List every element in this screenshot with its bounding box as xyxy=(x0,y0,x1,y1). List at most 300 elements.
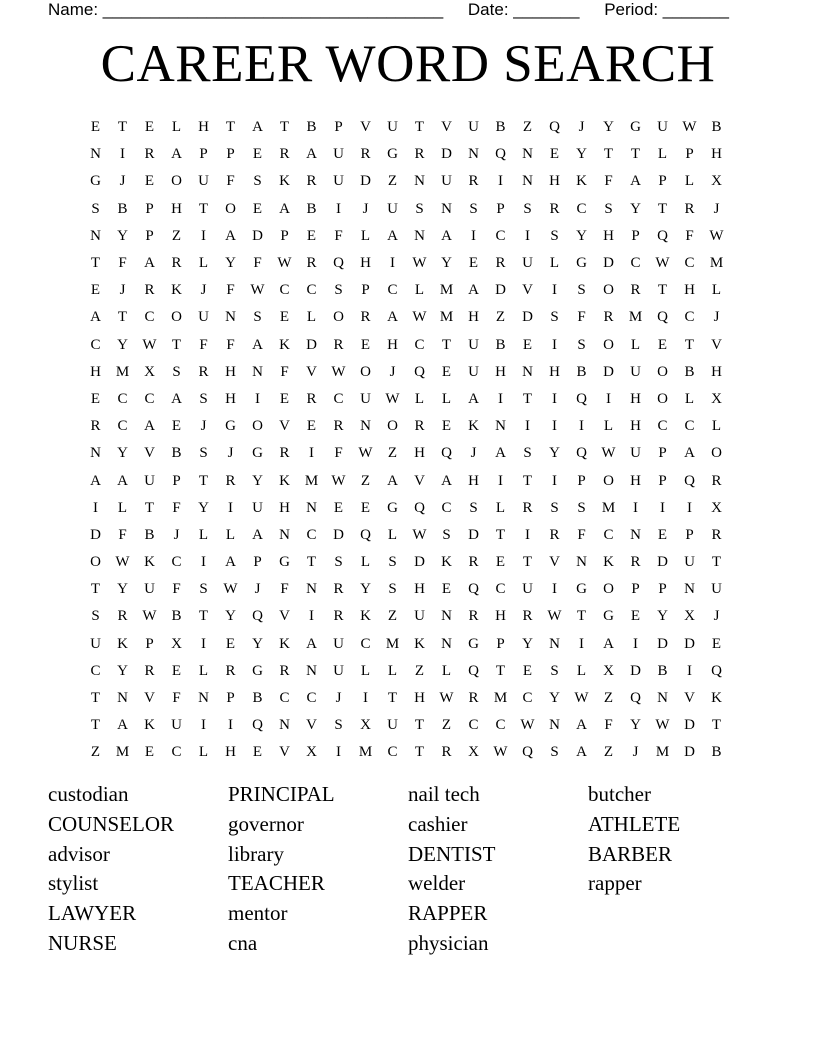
grid-letter[interactable]: Y xyxy=(225,255,236,272)
grid-letter[interactable]: E xyxy=(90,390,101,407)
grid-letter[interactable]: B xyxy=(144,526,155,543)
grid-letter[interactable]: K xyxy=(117,635,128,652)
grid-letter[interactable]: N xyxy=(279,717,290,734)
grid-letter[interactable]: J xyxy=(362,200,369,217)
grid-letter[interactable]: U xyxy=(333,662,344,679)
grid-letter[interactable]: W xyxy=(385,390,400,407)
grid-letter[interactable]: N xyxy=(549,635,560,652)
grid-letter[interactable]: M xyxy=(601,499,616,516)
grid-letter[interactable]: V xyxy=(522,282,533,299)
grid-letter[interactable]: K xyxy=(279,173,290,190)
grid-letter[interactable]: C xyxy=(684,255,695,272)
grid-letter[interactable]: S xyxy=(550,499,559,516)
grid-letter[interactable]: F xyxy=(253,255,262,272)
grid-letter[interactable]: Q xyxy=(252,717,263,734)
grid-letter[interactable]: I xyxy=(552,418,557,435)
grid-letter[interactable]: G xyxy=(252,662,263,679)
grid-letter[interactable]: I xyxy=(498,472,503,489)
grid-letter[interactable]: E xyxy=(549,146,560,163)
grid-letter[interactable]: J xyxy=(389,363,396,380)
grid-letter[interactable]: U xyxy=(414,608,425,625)
grid-letter[interactable]: S xyxy=(334,554,343,571)
grid-letter[interactable]: R xyxy=(630,282,641,299)
grid-letter[interactable]: K xyxy=(171,282,182,299)
grid-letter[interactable]: I xyxy=(579,635,584,652)
grid-letter[interactable]: F xyxy=(280,581,289,598)
grid-letter[interactable]: X xyxy=(306,744,317,761)
grid-letter[interactable]: V xyxy=(684,690,695,707)
grid-letter[interactable]: M xyxy=(439,282,454,299)
grid-letter[interactable]: D xyxy=(441,146,452,163)
grid-letter[interactable]: U xyxy=(468,363,479,380)
grid-letter[interactable]: T xyxy=(576,608,587,625)
grid-letter[interactable]: A xyxy=(90,472,101,489)
grid-letter[interactable]: E xyxy=(522,662,533,679)
grid-letter[interactable]: L xyxy=(360,662,371,679)
grid-letter[interactable]: R xyxy=(90,418,101,435)
grid-letter[interactable]: R xyxy=(522,499,533,516)
grid-letter[interactable]: U xyxy=(657,119,668,136)
grid-letter[interactable]: B xyxy=(171,608,182,625)
grid-letter[interactable]: T xyxy=(414,744,425,761)
grid-letter[interactable]: T xyxy=(630,146,641,163)
grid-letter[interactable]: H xyxy=(468,472,479,489)
grid-letter[interactable]: I xyxy=(363,690,368,707)
grid-letter[interactable]: Q xyxy=(468,662,479,679)
grid-letter[interactable]: J xyxy=(632,744,639,761)
grid-letter[interactable]: W xyxy=(250,282,265,299)
grid-letter[interactable]: P xyxy=(226,146,235,163)
grid-letter[interactable]: A xyxy=(306,146,317,163)
grid-letter[interactable]: P xyxy=(577,472,586,489)
grid-letter[interactable]: K xyxy=(711,690,722,707)
grid-letter[interactable]: A xyxy=(387,227,398,244)
grid-letter[interactable]: J xyxy=(173,526,180,543)
grid-letter[interactable]: N xyxy=(657,690,668,707)
grid-letter[interactable]: T xyxy=(657,200,668,217)
grid-letter[interactable]: A xyxy=(252,526,263,543)
grid-letter[interactable]: N xyxy=(90,445,101,462)
grid-letter[interactable]: L xyxy=(603,418,614,435)
grid-letter[interactable]: I xyxy=(498,173,503,190)
grid-letter[interactable]: W xyxy=(412,526,427,543)
grid-letter[interactable]: R xyxy=(684,200,695,217)
grid-letter[interactable]: X xyxy=(360,717,371,734)
grid-letter[interactable]: C xyxy=(576,200,587,217)
grid-letter[interactable]: C xyxy=(279,690,290,707)
grid-letter[interactable]: R xyxy=(306,173,317,190)
grid-letter[interactable]: Q xyxy=(522,744,533,761)
grid-letter[interactable]: E xyxy=(711,635,722,652)
grid-letter[interactable]: C xyxy=(657,418,668,435)
grid-letter[interactable]: R xyxy=(414,146,425,163)
grid-letter[interactable]: L xyxy=(198,526,209,543)
grid-letter[interactable]: M xyxy=(304,472,319,489)
grid-letter[interactable]: U xyxy=(333,635,344,652)
grid-letter[interactable]: V xyxy=(306,717,317,734)
grid-letter[interactable]: K xyxy=(441,554,452,571)
grid-letter[interactable]: D xyxy=(90,526,101,543)
grid-letter[interactable]: B xyxy=(495,336,506,353)
grid-letter[interactable]: F xyxy=(226,282,235,299)
grid-letter[interactable]: S xyxy=(469,499,478,516)
grid-letter[interactable]: I xyxy=(201,635,206,652)
grid-letter[interactable]: E xyxy=(90,119,101,136)
grid-letter[interactable]: C xyxy=(90,662,101,679)
grid-letter[interactable]: T xyxy=(90,255,101,272)
grid-letter[interactable]: A xyxy=(387,309,398,326)
grid-letter[interactable]: B xyxy=(252,690,263,707)
grid-letter[interactable]: P xyxy=(631,581,640,598)
grid-letter[interactable]: A xyxy=(495,445,506,462)
grid-letter[interactable]: Q xyxy=(711,662,722,679)
grid-letter[interactable]: K xyxy=(279,635,290,652)
grid-letter[interactable]: H xyxy=(225,744,236,761)
grid-letter[interactable]: N xyxy=(306,662,317,679)
grid-letter[interactable]: P xyxy=(145,227,154,244)
grid-letter[interactable]: N xyxy=(684,581,695,598)
grid-letter[interactable]: T xyxy=(198,200,209,217)
grid-letter[interactable]: R xyxy=(279,146,290,163)
grid-letter[interactable]: W xyxy=(277,255,292,272)
grid-letter[interactable]: Y xyxy=(549,445,560,462)
grid-letter[interactable]: Y xyxy=(117,662,128,679)
grid-letter[interactable]: R xyxy=(279,662,290,679)
grid-letter[interactable]: I xyxy=(633,499,638,516)
grid-letter[interactable]: W xyxy=(655,255,670,272)
grid-letter[interactable]: R xyxy=(468,690,479,707)
grid-letter[interactable]: H xyxy=(414,690,425,707)
grid-letter[interactable]: R xyxy=(522,608,533,625)
grid-letter[interactable]: N xyxy=(549,717,560,734)
grid-letter[interactable]: I xyxy=(552,472,557,489)
grid-letter[interactable]: F xyxy=(172,690,181,707)
grid-letter[interactable]: C xyxy=(144,309,155,326)
grid-letter[interactable]: I xyxy=(309,445,314,462)
grid-letter[interactable]: G xyxy=(387,146,398,163)
grid-letter[interactable]: W xyxy=(709,227,724,244)
grid-letter[interactable]: N xyxy=(522,146,533,163)
grid-letter[interactable]: D xyxy=(360,173,371,190)
grid-letter[interactable]: A xyxy=(603,635,614,652)
grid-letter[interactable]: W xyxy=(115,554,130,571)
grid-letter[interactable]: S xyxy=(577,282,586,299)
grid-letter[interactable]: A xyxy=(441,472,452,489)
grid-letter[interactable]: A xyxy=(387,472,398,489)
grid-letter[interactable]: N xyxy=(279,526,290,543)
grid-letter[interactable]: F xyxy=(172,581,181,598)
grid-letter[interactable]: Z xyxy=(603,744,614,761)
grid-letter[interactable]: W xyxy=(655,717,670,734)
grid-letter[interactable]: V xyxy=(279,418,290,435)
grid-letter[interactable]: U xyxy=(684,554,695,571)
grid-letter[interactable]: N xyxy=(90,227,101,244)
grid-letter[interactable]: Y xyxy=(630,717,641,734)
grid-letter[interactable]: T xyxy=(171,336,182,353)
grid-letter[interactable]: L xyxy=(225,526,236,543)
grid-letter[interactable]: O xyxy=(657,390,668,407)
grid-letter[interactable]: U xyxy=(144,581,155,598)
grid-letter[interactable]: A xyxy=(252,336,263,353)
grid-letter[interactable]: L xyxy=(117,499,128,516)
grid-letter[interactable]: S xyxy=(604,200,613,217)
grid-letter[interactable]: L xyxy=(549,255,560,272)
grid-letter[interactable]: J xyxy=(713,200,720,217)
grid-letter[interactable]: I xyxy=(120,146,125,163)
grid-letter[interactable]: U xyxy=(711,581,722,598)
grid-letter[interactable]: E xyxy=(441,581,452,598)
grid-letter[interactable]: K xyxy=(603,554,614,571)
grid-letter[interactable]: M xyxy=(115,363,130,380)
grid-letter[interactable]: Y xyxy=(549,690,560,707)
grid-letter[interactable]: J xyxy=(119,282,126,299)
grid-letter[interactable]: C xyxy=(144,390,155,407)
grid-letter[interactable]: L xyxy=(387,526,398,543)
grid-letter[interactable]: D xyxy=(468,526,479,543)
grid-letter[interactable]: W xyxy=(331,363,346,380)
grid-letter[interactable]: T xyxy=(495,662,506,679)
grid-letter[interactable]: W xyxy=(493,744,508,761)
grid-letter[interactable]: Y xyxy=(441,255,452,272)
grid-letter[interactable]: U xyxy=(522,581,533,598)
grid-letter[interactable]: F xyxy=(334,227,343,244)
grid-letter[interactable]: Y xyxy=(198,499,209,516)
grid-letter[interactable]: Q xyxy=(441,445,452,462)
grid-letter[interactable]: J xyxy=(119,173,126,190)
grid-letter[interactable]: F xyxy=(577,309,586,326)
grid-letter[interactable]: U xyxy=(630,363,641,380)
grid-letter[interactable]: U xyxy=(333,173,344,190)
grid-letter[interactable]: B xyxy=(711,119,722,136)
grid-letter[interactable]: Q xyxy=(468,581,479,598)
grid-letter[interactable]: X xyxy=(603,662,614,679)
grid-letter[interactable]: T xyxy=(657,282,668,299)
grid-letter[interactable]: Z xyxy=(387,173,398,190)
grid-letter[interactable]: F xyxy=(118,255,127,272)
grid-letter[interactable]: U xyxy=(144,472,155,489)
grid-letter[interactable]: K xyxy=(414,635,425,652)
grid-letter[interactable]: N xyxy=(522,363,533,380)
grid-letter[interactable]: H xyxy=(495,608,506,625)
grid-letter[interactable]: O xyxy=(225,200,236,217)
grid-letter[interactable]: S xyxy=(199,390,208,407)
grid-letter[interactable]: O xyxy=(603,336,614,353)
grid-letter[interactable]: W xyxy=(412,309,427,326)
grid-letter[interactable]: Z xyxy=(387,445,398,462)
grid-letter[interactable]: W xyxy=(574,690,589,707)
grid-letter[interactable]: Q xyxy=(657,309,668,326)
grid-letter[interactable]: I xyxy=(255,390,260,407)
grid-letter[interactable]: N xyxy=(576,554,587,571)
grid-letter[interactable]: K xyxy=(279,472,290,489)
grid-letter[interactable]: H xyxy=(468,309,479,326)
grid-letter[interactable]: F xyxy=(226,173,235,190)
grid-letter[interactable]: E xyxy=(144,173,155,190)
grid-letter[interactable]: Z xyxy=(495,309,506,326)
grid-letter[interactable]: A xyxy=(171,390,182,407)
grid-letter[interactable]: H xyxy=(225,390,236,407)
grid-letter[interactable]: N xyxy=(252,363,263,380)
grid-letter[interactable]: E xyxy=(333,499,344,516)
grid-letter[interactable]: C xyxy=(630,255,641,272)
grid-letter[interactable]: C xyxy=(495,227,506,244)
grid-letter[interactable]: T xyxy=(198,608,209,625)
grid-letter[interactable]: L xyxy=(657,146,668,163)
grid-letter[interactable]: D xyxy=(657,554,668,571)
grid-letter[interactable]: P xyxy=(658,173,667,190)
grid-letter[interactable]: P xyxy=(496,200,505,217)
grid-letter[interactable]: U xyxy=(387,119,398,136)
grid-letter[interactable]: Y xyxy=(603,119,614,136)
grid-letter[interactable]: Z xyxy=(171,227,182,244)
grid-letter[interactable]: R xyxy=(333,336,344,353)
grid-letter[interactable]: L xyxy=(360,227,371,244)
grid-letter[interactable]: A xyxy=(306,635,317,652)
grid-letter[interactable]: H xyxy=(549,363,560,380)
grid-letter[interactable]: J xyxy=(200,282,207,299)
grid-letter[interactable]: T xyxy=(603,146,614,163)
grid-letter[interactable]: P xyxy=(658,445,667,462)
grid-letter[interactable]: H xyxy=(414,581,425,598)
grid-letter[interactable]: M xyxy=(628,309,643,326)
grid-letter[interactable]: S xyxy=(253,173,262,190)
grid-letter[interactable]: R xyxy=(360,146,371,163)
grid-letter[interactable]: E xyxy=(306,227,317,244)
grid-letter[interactable]: R xyxy=(549,526,560,543)
grid-letter[interactable]: V xyxy=(144,445,155,462)
grid-letter[interactable]: N xyxy=(225,309,236,326)
grid-letter[interactable]: Y xyxy=(630,200,641,217)
grid-letter[interactable]: N xyxy=(198,690,209,707)
grid-letter[interactable]: A xyxy=(90,309,101,326)
grid-letter[interactable]: N xyxy=(522,173,533,190)
grid-letter[interactable]: V xyxy=(360,119,371,136)
grid-letter[interactable]: A xyxy=(468,282,479,299)
grid-letter[interactable]: I xyxy=(336,744,341,761)
grid-letter[interactable]: I xyxy=(201,227,206,244)
grid-letter[interactable]: I xyxy=(336,200,341,217)
grid-letter[interactable]: D xyxy=(684,744,695,761)
grid-letter[interactable]: I xyxy=(498,390,503,407)
grid-letter[interactable]: Y xyxy=(576,146,587,163)
grid-letter[interactable]: T xyxy=(495,526,506,543)
grid-letter[interactable]: I xyxy=(471,227,476,244)
grid-letter[interactable]: I xyxy=(309,608,314,625)
grid-letter[interactable]: E xyxy=(90,282,101,299)
grid-letter[interactable]: I xyxy=(552,390,557,407)
grid-letter[interactable]: Q xyxy=(252,608,263,625)
grid-letter[interactable]: Z xyxy=(603,690,614,707)
grid-letter[interactable]: B xyxy=(117,200,128,217)
grid-letter[interactable]: A xyxy=(630,173,641,190)
grid-letter[interactable]: R xyxy=(225,472,236,489)
grid-letter[interactable]: M xyxy=(439,309,454,326)
name-field[interactable]: Name: ____________________________________ xyxy=(48,0,444,19)
grid-letter[interactable]: E xyxy=(522,336,533,353)
grid-letter[interactable]: T xyxy=(711,717,722,734)
grid-letter[interactable]: H xyxy=(279,499,290,516)
grid-letter[interactable]: T xyxy=(387,690,398,707)
grid-letter[interactable]: A xyxy=(576,744,587,761)
grid-letter[interactable]: C xyxy=(684,309,695,326)
grid-letter[interactable]: Q xyxy=(414,363,425,380)
grid-letter[interactable]: F xyxy=(118,526,127,543)
grid-letter[interactable]: C xyxy=(171,554,182,571)
grid-letter[interactable]: W xyxy=(439,690,454,707)
grid-letter[interactable]: O xyxy=(333,309,344,326)
grid-letter[interactable]: R xyxy=(468,608,479,625)
grid-letter[interactable]: U xyxy=(468,119,479,136)
grid-letter[interactable]: Z xyxy=(414,662,425,679)
grid-letter[interactable]: H xyxy=(711,363,722,380)
grid-letter[interactable]: Q xyxy=(414,499,425,516)
grid-letter[interactable]: J xyxy=(713,309,720,326)
grid-letter[interactable]: H xyxy=(630,390,641,407)
grid-letter[interactable]: S xyxy=(388,581,397,598)
grid-letter[interactable]: L xyxy=(414,282,425,299)
grid-letter[interactable]: N xyxy=(630,526,641,543)
grid-letter[interactable]: H xyxy=(684,282,695,299)
grid-letter[interactable]: E xyxy=(225,635,236,652)
grid-letter[interactable]: F xyxy=(604,717,613,734)
grid-letter[interactable]: H xyxy=(225,363,236,380)
grid-letter[interactable]: Y xyxy=(117,445,128,462)
grid-letter[interactable]: P xyxy=(685,526,694,543)
grid-letter[interactable]: R xyxy=(495,255,506,272)
grid-letter[interactable]: Q xyxy=(495,146,506,163)
grid-letter[interactable]: D xyxy=(306,336,317,353)
grid-letter[interactable]: H xyxy=(387,336,398,353)
grid-letter[interactable]: Z xyxy=(360,472,371,489)
grid-letter[interactable]: E xyxy=(279,390,290,407)
grid-letter[interactable]: H xyxy=(414,445,425,462)
grid-letter[interactable]: D xyxy=(252,227,263,244)
grid-letter[interactable]: R xyxy=(414,418,425,435)
grid-letter[interactable]: Y xyxy=(117,227,128,244)
grid-letter[interactable]: A xyxy=(117,717,128,734)
grid-letter[interactable]: U xyxy=(171,717,182,734)
grid-letter[interactable]: C xyxy=(279,282,290,299)
grid-letter[interactable]: W xyxy=(331,472,346,489)
grid-letter[interactable]: D xyxy=(684,635,695,652)
grid-letter[interactable]: B xyxy=(495,119,506,136)
grid-letter[interactable]: I xyxy=(633,635,638,652)
grid-letter[interactable]: D xyxy=(414,554,425,571)
grid-letter[interactable]: C xyxy=(90,336,101,353)
grid-letter[interactable]: I xyxy=(687,662,692,679)
grid-letter[interactable]: N xyxy=(306,499,317,516)
grid-letter[interactable]: N xyxy=(90,146,101,163)
grid-letter[interactable]: E xyxy=(495,554,506,571)
grid-letter[interactable]: P xyxy=(226,690,235,707)
grid-letter[interactable]: H xyxy=(198,119,209,136)
grid-letter[interactable]: E xyxy=(657,336,668,353)
grid-letter[interactable]: H xyxy=(549,173,560,190)
grid-letter[interactable]: P xyxy=(199,146,208,163)
grid-letter[interactable]: U xyxy=(360,390,371,407)
grid-letter[interactable]: S xyxy=(577,499,586,516)
grid-letter[interactable]: C xyxy=(495,581,506,598)
grid-letter[interactable]: E xyxy=(252,200,263,217)
grid-letter[interactable]: P xyxy=(658,472,667,489)
grid-letter[interactable]: C xyxy=(360,635,371,652)
grid-letter[interactable]: L xyxy=(414,390,425,407)
grid-letter[interactable]: L xyxy=(711,418,722,435)
grid-letter[interactable]: Q xyxy=(360,526,371,543)
grid-letter[interactable]: E xyxy=(360,499,371,516)
grid-letter[interactable]: A xyxy=(441,227,452,244)
grid-letter[interactable]: V xyxy=(414,472,425,489)
